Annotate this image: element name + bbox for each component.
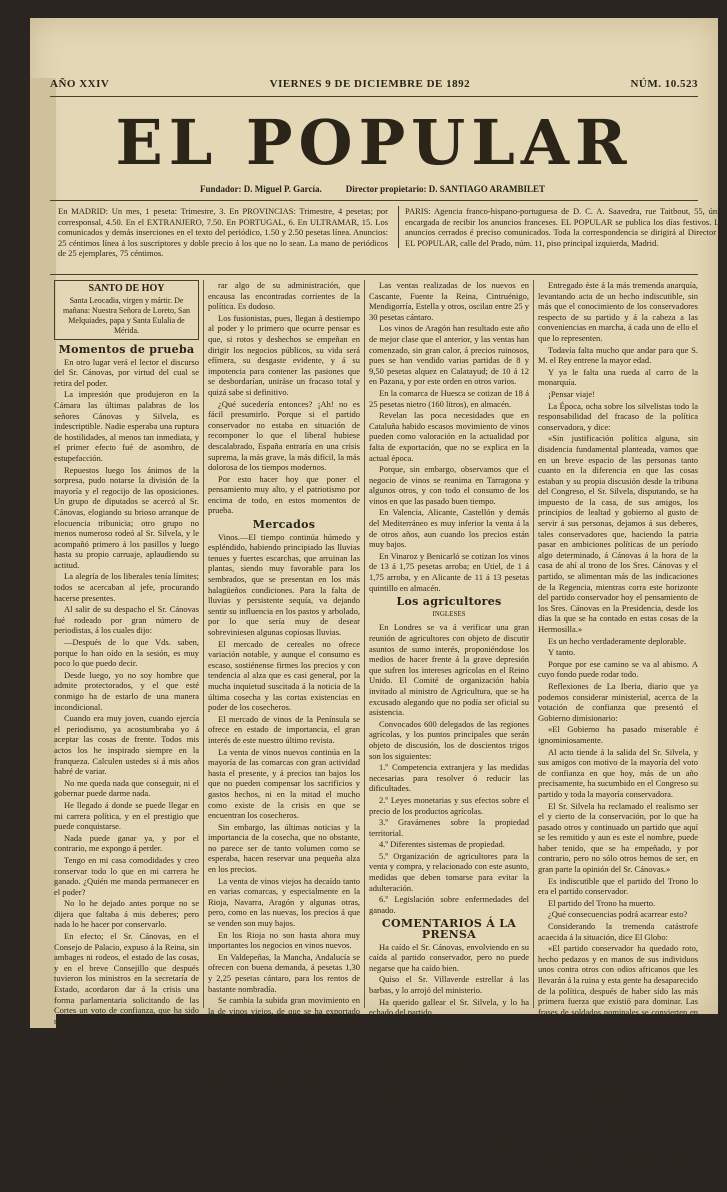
paris-agency-notice: PARIS: Agencia franco-hispano-portuguesa de D. C. A. Saavedra, rue Taitbout, 55, única encargada de recibir los anuncios franceses. EL POPULAR se publica los días festivos. Los anuncios cerrados é preciso comunicados. Toda la correspondencia se dirigirá al Director de EL POPULAR, calle del Prado, núm. 11, piso principal izquierda, Madrid. xyxy=(398,206,727,248)
paragraph: Por esto hacer hoy que poner el pensamiento muy alto, y el patriotismo por encima de todo, en estos momentos de prueba. xyxy=(208,473,360,516)
paragraph: Al salir de su despacho el Sr. Cánovas fué rodeado por gran número de periodistas, á los cuales dijo: xyxy=(54,604,199,636)
paragraph: Convocados 600 delegados de las regiones agrícolas, y los puntos principales que serán objeto de discusión, los de doscientos trigos son los siguientes: xyxy=(369,718,529,761)
paragraph: En Londres se va á verificar una gran reunión de agricultores con objeto de discutir asuntos de sumo interés, proponiéndose los medios de hacer frente á la grave depresión que sufren los intereses agrícolas en el Reino Unido. El Comité de organización había invitado al ministro de Agricultura, que se ha excusado alegando que no podía ser oficial su asistencia. xyxy=(369,622,529,718)
director-line: Director propietario: D. SANTIAGO ARAMBILET xyxy=(345,184,546,194)
mercados-continuation xyxy=(369,280,529,593)
paragraph: En otro lugar verá el lector el discurso del Sr. Cánovas, por virtud del cual se retira del poder. xyxy=(54,356,199,388)
paragraph: La política entra en una faz algo más que sombría. xyxy=(369,1063,529,1084)
dateline xyxy=(50,78,698,90)
masthead-rule xyxy=(50,200,698,201)
column-1 xyxy=(54,280,199,1070)
paragraph: Revelan las poca necesidades que en Cataluña habido escasos movimiento de vinos pueden como valoración en la actualidad por falta de exportación, que no se explica en la actual época. xyxy=(369,410,529,463)
paragraph: 1.º Competencia extranjera y las medidas necesarias para resolver ó reducir las dificultades. xyxy=(369,762,529,794)
paragraph: Se cambia la subida gran movimiento en la de vinos viejos, de que se ha exportado considerables partidas á precios muy variables, pero se lo que se observa mejora respecto á los de hace poco tiempo. xyxy=(208,995,360,1048)
paragraph: Tampoco en Navarra tienen hasta hoy importancia los negocios en vinos nuevos, siendo de más consideración la de los viejos, el bien se está al comienzo de la campaña. xyxy=(208,1049,360,1102)
paragraph: Es un espectáculo, en verdad, poco edificante para el país que trabaja. xyxy=(538,1082,698,1104)
paragraph: En Valencia, Alicante, Castellón y demás del Mediterráneo es muy inferior la venta á la de otros años, aun cuando los precios están muy bajos. xyxy=(369,507,529,550)
paragraph: Y tanto. xyxy=(548,647,576,658)
paragraph: Porque, sin embargo, observamos que el negocio de vinos se reanima en Tarragona y algunos otros, y con todo el consumo de los vinos en que las pasado buen tiempo. xyxy=(369,464,529,506)
paragraph: Es indiscutible que los fusionistas recoperan el poder; pero, ¿es que puede caer xyxy=(54,1038,199,1070)
paragraph: En Vinaroz y Benicarló se cotizan los vinos de 13 á 1,75 pesetas arroba; en Utiel, de 1 á 1,75 arroba, y en Alicante de 11 á 13 pesetas quintillo en almacén. xyxy=(369,550,529,593)
founder-line: Fundador: D. Miguel P. García. xyxy=(200,184,322,194)
paragraph: Desde luego, yo no soy hombre que admite protectorados, y el que esté conmigo ha de estarlo de una manera incondicional. xyxy=(54,669,199,712)
paragraph: En Valdepeñas, la Mancha, Andalucía se ofrecen con buena demanda, á pesetas 1,30 y 2,25 pesetas cántaro, para los rentos de bastante nombradía. xyxy=(208,951,360,994)
santo-de-hoy-box xyxy=(54,280,199,340)
paragraph: Quiso el Sr. Villaverde estrellar á las barbas, y lo arrojó del ministerio. xyxy=(369,974,529,995)
paragraph: He aquí en qué términos hace El Liberal los funerales de la situación conservadora: xyxy=(369,1096,529,1118)
paragraph: «Sin justificación política alguna, sin disidencia fundamental planteada, vamos que en un breve espacio de las personas tanto cuanto en la diferencia en que las cosas estaban y su propia discusión desde la tribuna del Congreso, el Sr. Silvela, disputando, se ha impuesto de la casa, de sus amigos, los principios de lealtad y gobierno al gusto de servir á sus personas, dejamos á sus deberes, tales conservadores que, haciendo la patria pasar en ambiciones políticas de un período algo determinado, á Cánovas á la hora de la casa de ahí al trono de los Sres. Cánovas y el partido, se alimentan más de las indicaciones de la Regencia, mientras corra este horizonte del partido conservador hoy el pensamiento de los Sres. Cánovas en la Presidencia, desde los días la que se ha contado en estas cosas de la Hermosilla.» xyxy=(538,433,698,634)
paragraph: Repuestos luego los ánimos de la sorpresa, pudo notarse la división de la mayoría y el regocijo de las oposiciones. Un grupo de diputados se acercó al Sr. Cánovas, elogiando su brioso arranque de elocuencia tribunicia; otro grupo no menos numeroso rodeó al Sr. Silvela, y le acompañó primero á los pasillos y luego hasta su propio carruaje, aplaudiendo su actitud. xyxy=(54,464,199,570)
paragraph: En efecto; el Sr. Cánovas, en el Consejo de Palacio, expuso á la Reina, sin ambages ni rodeos, el estado de las cosas, y en el breve Consejillo que después tuvieron los ministros en la secretaría de Estado, acordaron dar á la crisis una forma parlamentaria solicitando de las Cortes un voto de confianza, que ha sido negado. En su vista, la situación conservadora se ha, dejado de existir. xyxy=(54,931,199,1037)
paragraph: El Sr. Silvela ha reclamado el realismo ser el y cierto de la conservación, por lo que ha pasado otros y continuado un partido que aquí se les remitido y aun es este el nombre, puede haber tenido, que se ha empeñado, y por contrario, pero no sólo otros hemos de ser, en gran parte la opinión del Sr. Cánovas.» xyxy=(538,800,698,875)
newspaper-page xyxy=(30,18,727,1192)
issue-number: NÚM. 10.523 xyxy=(630,78,698,90)
santo-text: Santa Leocadia, virgen y mártir. De mañana: Nuestra Señora de Loreto, San Melquiades, papa y Santa Eulalia de Mérida. xyxy=(62,296,191,335)
paragraph: Sin embargo, las últimas noticias y la importancia de la cosecha, que no obstante, no parece ser de tanto volumen como se esperaba, hacen reservar una pequeña alza en los precios. xyxy=(208,821,360,875)
comentarios-title: COMENTARIOS Á LA PRENSA xyxy=(381,917,517,942)
paragraph: Es indiscutible que el partido del Trono lo era el partido conservador. xyxy=(538,875,698,897)
paragraph: Tengo en mi casa comodidades y creo conservar todo lo que en mi carrera he ganado. ¿Quién me manda permanecer en el poder? xyxy=(54,854,199,897)
agricultores-title: Los agricultores xyxy=(396,595,502,609)
paragraph: El mercado de cereales no ofrece variación notable, y aunque el consumo es escaso, sostiénense firmes los precios y con tendencia al alza que es casi general, por la mucha inquietud suscitada á la noticia de la última cosecha y las cortas existencias en poder de los cosecheros. xyxy=(208,638,360,713)
paragraph: Los vinos de Aragón han resultado este año de mejor clase que el anterior, y las ventas han comenzado, sin gran calor, á precios ruinosos, pues se han vendido varias partidas de 8 y 9,50 pesetas alquez en Calatayud; de 10 á 12 en Pazana, y por este orden en otros varios. xyxy=(369,323,529,387)
paragraph: 3.º Gravámenes sobre la propiedad territorial. xyxy=(369,817,529,838)
paragraph: 4.º Diferentes sistemas de propiedad. xyxy=(379,839,505,850)
mercados-body xyxy=(208,532,360,1102)
paragraph: La venta de vinos viejos ha decaído tanto en varias comarcas, y especialmente en la Rioja, Navarra, Aragón y algunas otras, pero, como en las nuevas, los precios á que se venden son muy bajos. xyxy=(208,875,360,929)
paragraph: Considerando la tremenda catástrofe acaecida á la situación, dice El Globo: xyxy=(538,921,698,942)
paragraph: Es indiscutible que el partido del Trono lo era el partido conservador. xyxy=(538,1060,698,1082)
article-body xyxy=(54,357,199,1070)
adjacent-page-edge xyxy=(30,78,56,1028)
paragraph: Porque por ese camino se va al abismo. A cuyo fondo puede rodar todo. xyxy=(538,658,698,680)
paragraph: Reflexiones de La Iberia, diario que ya podemos considerar ministerial, acerca de la votación de confianza que presentó el Gobierno dimisionario: xyxy=(538,680,698,723)
paragraph: 5.º Organización de agricultores para la venta y compra, y relacionado con este asunto, medidas que deben tomarse para evitar la adulteración. xyxy=(369,850,529,893)
column-divider xyxy=(533,280,534,1008)
paragraph: ¿Qué sucedería entonces? ¡Ah! no es fácil presumirlo. Porque si el partido conservador no estaba en situación de recomponer lo que el liberal hubiese descalabrado, España entraría en una crisis suprema, la más grave, la más difícil, la más dolorosa de los tiempos modernos. xyxy=(208,398,360,473)
agricultores-body xyxy=(369,622,529,915)
header-rule xyxy=(50,96,698,97)
article-continuation xyxy=(208,280,360,516)
paragraph: rar algo de su administración, que encausa las encontradas corrientes de la política. Es dudoso. xyxy=(208,280,360,312)
paragraph: Y como el Sr. Cánovas no ha querido vivir de la conmiseración del Sr. Silvela, ha resignado sus poderes. xyxy=(369,1018,529,1050)
paragraph: Ha querido gallear el Sr. Silvela, y lo ha echado del partido. xyxy=(369,996,529,1018)
paragraph: ¡Pensar viaje! xyxy=(548,388,595,399)
paragraph: No me queda nada que conseguir, ni el gobernar puede darme nada. xyxy=(54,777,199,799)
paragraph: Nada puede ganar ya, y por el contrario, me expongo á perder. xyxy=(54,832,199,854)
paragraph: Y ya le falta una rueda al carro de la monarquía. xyxy=(538,366,698,388)
paragraph: 2.º Leyes monetarias y sus efectos sobre el precio de los productos agrícolas. xyxy=(369,794,529,816)
paragraph: La prensa americana vuelve sobre el antiguo tema del supuesto proyecto matrimonial entre D. Jaime, hijo de D. Carlos de Borbón, y la princesa de Asturias doña Mercedes. Añade que, según sus xyxy=(538,1138,698,1192)
paragraph: Ahora todo lo es indiferente. xyxy=(379,1051,477,1062)
column-4 xyxy=(538,280,699,1192)
paragraph: El partido del Trono ha muerto. xyxy=(548,897,656,908)
paragraph: Al acto tiende á la salida del Sr. Silvela, y sus amigos con motivo de la mayoría del voto de confianza en que hoy, más de un año precisamente, ha sucumbido en el Congreso su partido y toda la mayoría conservadora. xyxy=(538,746,698,799)
paragraph: No lo he dejado antes porque no se dijera que faltaba á mis deberes; pero nada lo he hacer por conservarlo. xyxy=(54,898,199,930)
agricultores-subtitle: INGLESES xyxy=(432,609,466,618)
paragraph: Un síntoma que debe tenerse en cuenta en estos momentos de incertidumbre. xyxy=(538,1116,698,1138)
year-label: AÑO XXIV xyxy=(50,78,110,90)
paragraph: Es un hecho verdaderamente deplorable. xyxy=(548,635,687,646)
paragraph: Ha caído el Sr. Cánovas, envolviendo en su caída al partido conservador, pero no puede negarse que ha caído bien. xyxy=(369,941,529,973)
paragraph: En la comarca de Huesca se cotizan de 18 á 25 pesetas nietro (160 litros), en almacén. xyxy=(369,387,529,409)
paragraph: ¡Pobre España! xyxy=(548,1105,601,1116)
subscription-info: En MADRID: Un mes, 1 peseta: Trimestre, 3. En PROVINCIAS: Trimestre, 4 pesetas; por corresponsal, 4.50. En el EXTRANJERO, 7.50. En PORTUGAL, 6. En ULTRAMAR, 15. Los comunicados y demás inserciones en el texto del periódico, 1.50 y 2.50 pesetas línea. Anuncios: 25 céntimos línea á los suscriptores y doble precio á los que no lo sean. La mano de periódicos de 25 ejemplares, 75 céntimos. xyxy=(58,206,388,258)
paragraph: Todavía falta mucho que andar para que S. M. el Rey entrene la mayor edad. xyxy=(538,344,698,366)
info-rule xyxy=(50,274,698,275)
paragraph: Las ventas realizadas de los nuevos en Cascante, Fuente la Reina, Cintruénigo, Mendigorría, Estella y otros, oscilan entre 25 y 30 pesetas cántaro. xyxy=(369,280,529,322)
paragraph: Entregado éste á la más tremenda anarquía, levantando acta de un hecho indiscutible, sin más que el conocimiento de los conservadores respecto de su partido y á la cabeza a las conveniencias en marcha, á cada uno de ello el que lo representen. xyxy=(538,280,698,343)
paragraph: La alegría de los liberales tenía límites; todos se acercaban al jefe, procurando hacerse presentes. xyxy=(54,571,199,603)
paragraph: He llegado á donde se puede llegar en mi carrera política, y en el prestigio que puede conquistarse. xyxy=(54,799,199,832)
column-2 xyxy=(208,280,360,1102)
date-label: VIERNES 9 DE DICIEMBRE DE 1892 xyxy=(269,78,471,90)
paragraph: El mercado de vinos de la Península se ofrece en estado de importancia, el gran interés de este nuestro último revista. xyxy=(208,713,360,745)
paragraph: La Época, ocha sobre los silvelistas todo la responsabilidad del fracaso de la política conservadora, y dice: xyxy=(538,400,698,432)
column-divider xyxy=(364,280,365,1008)
mercados-title: Mercados xyxy=(252,518,316,532)
paragraph: «Al compás de las profundidades monárquicas, lo dijimos ayer todos los arbitrios, todos, desde los Srs. Sagasta y Martos, hasta los Srs. Pi y Nocedal, falta desde ayer una de las dos columnas que lo sustentaban hasta el partido conservador.» xyxy=(369,1119,529,1183)
column-divider xyxy=(203,280,204,1008)
paragraph: La venta de vinos nuevos continúa en la mayoría de las comarcas con gran actividad hasta el presente, y á precios tan bajos los que no pueden compensar los sacrificios y gastos hechos, ni en la mitad el mucho como existe de la crisis en que se encuentran los cosecheros. xyxy=(208,746,360,821)
comentarios-body xyxy=(369,942,529,1183)
paragraph: Vinos.—El tiempo continúa húmedo y espléndido, habiendo principiado las lluvias tenues y fuertes escarchas, que arruinan las plantas, siendo muy favorable para los sembrados, que se presentan en los más halagüeños condiciones. Para la falta de lluvias y persistente sequía, va dejando sentir su influencia en los pastos y arbolado, por lo que sería muy de desear sobreviniesen algunas copiosas lluvias. xyxy=(208,531,360,637)
paragraph: Oscura. xyxy=(379,1085,406,1096)
paragraph: «El partido conservador ha quedado roto, hecho pedazos y en manos de sus individuos unos contra otros con odios africanos que les llevarán á la ruina y esta gente ha desaparecido de la política, después de haber sido las más primera fuerza que existió para dominar. Las frases de soldados nominales se convierten en amenazas trágicas de sus compañeros que esperaban al que se marcha, y los que ayer eran de la mayoría, después de cantar victoria se hallan en la desolación de los vencidos.» xyxy=(538,943,699,1060)
paragraph: ¿Qué consecuencias podrá acarrear esto? xyxy=(548,909,688,920)
paragraph: «El Gobierno ha pasado miserable é ignominiosamente. xyxy=(538,724,698,745)
paragraph: En los Rioja no son hasta ahora muy importantes los negocios en vinos nuevos. xyxy=(208,929,360,951)
santo-title: SANTO DE HOY xyxy=(88,283,165,294)
paragraph: La impresión que produjeron en la Cámara las últimas palabras de los señores Cánovas y Silvela, es indescriptible. Nadie esperaba una ruptura de hostilidades, al menos tan inmediata, y el primer efecto fué de asombro, de estupefacción. xyxy=(54,389,199,463)
article-title: Momentos de prueba xyxy=(58,343,195,356)
paragraph: 6.º Legislación sobre enfermedades del ganado. xyxy=(369,894,529,915)
paragraph: Cuando era muy joven, cuando ejercía el periodismo, ya acostumbraba yo á aceptar las cosas de frente. Todos mis actos los he inspirado siempre en la franqueza. Calculen ustedes si á mis años habré de variar. xyxy=(54,713,199,777)
masthead-title: EL POPULAR xyxy=(115,106,633,179)
paragraph: Los fusionistas, pues, llegan á destiempo al poder y lo primero que ocurre pensar es que, si rotos y deshechos se empeñan en dirigir los negocios públicos, su vida será efímera, su desgaste evidente, y á su impotencia para contener las pasiones que se desbordarían, uniráse un fracaso total y quizá sabe si definitivo. xyxy=(208,312,360,397)
column-3 xyxy=(369,280,529,1183)
paragraph: —Después de lo que Vds. saben, porque lo han oído en la sesión, es muy poco lo que puedo decir. xyxy=(54,637,199,669)
masthead-credits xyxy=(200,184,698,194)
comentarios-continuation xyxy=(538,280,698,1192)
